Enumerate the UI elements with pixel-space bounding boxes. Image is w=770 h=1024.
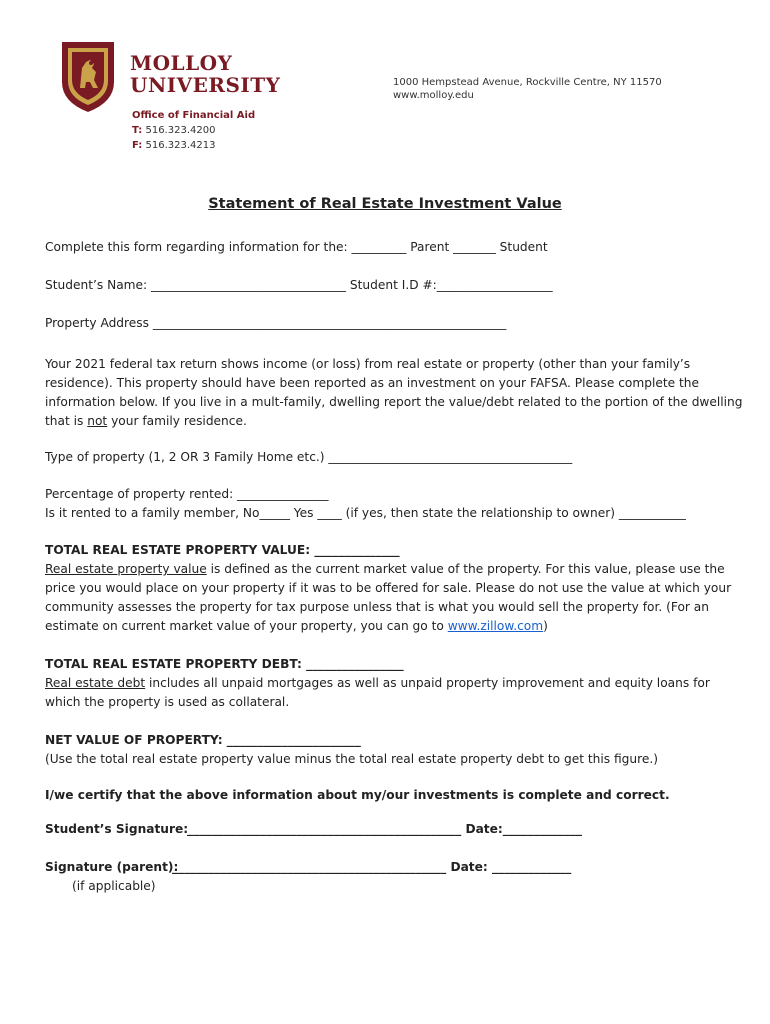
form-title: Statement of Real Estate Investment Value bbox=[208, 196, 562, 212]
total-value-heading[interactable]: TOTAL REAL ESTATE PROPERTY VALUE: ______________ bbox=[45, 543, 400, 557]
zillow-link[interactable]: www.zillow.com bbox=[447, 619, 544, 633]
phone-number: T: 516.323.4200 bbox=[132, 125, 216, 136]
percentage-rented-line[interactable]: Percentage of property rented: _______________ bbox=[45, 487, 329, 501]
certify-statement: I/we certify that the above information about my/our investments is complete and correct. bbox=[45, 788, 670, 802]
intro-paragraph: Your 2021 federal tax return shows income (or loss) from real estate or property (other than your family’s residence). This property should have been reported as an investment on your FAFSA. Please complete the information below. If you live in a mult-family, dwelling report the value/debt related to the portion of the dwelling that is not your family residence. bbox=[45, 357, 743, 428]
student-signature-label: Student’s Signature: bbox=[45, 822, 189, 836]
property-address-line[interactable]: Property Address __________________________________________________________ bbox=[45, 316, 507, 330]
total-debt-heading[interactable]: TOTAL REAL ESTATE PROPERTY DEBT: ________________ bbox=[45, 657, 404, 671]
website: www.molloy.edu bbox=[393, 90, 474, 101]
student-name-id-line[interactable]: Student’s Name: ________________________________ Student I.D #:___________________ bbox=[45, 278, 553, 292]
if-applicable-note: (if applicable) bbox=[72, 879, 156, 893]
student-signature-line[interactable]: _____________________________________________ Date:_____________ bbox=[187, 822, 582, 836]
university-shield-logo bbox=[60, 38, 116, 114]
university-address bbox=[393, 76, 662, 102]
debt-definition: Real estate debt includes all unpaid mortgages as well as unpaid property improvement and equity loans for which the property is used as collateral. bbox=[45, 676, 710, 709]
parent-signature-line[interactable]: _____________________________________________ Date: _____________ bbox=[172, 860, 572, 874]
net-value-note: (Use the total real estate property value minus the total real estate property debt to get this figure.) bbox=[45, 752, 658, 766]
university-name-line1: MOLLOY bbox=[130, 51, 233, 75]
type-of-property-line[interactable]: Type of property (1, 2 OR 3 Family Home etc.) ________________________________________ bbox=[45, 450, 573, 464]
parent-signature-label: Signature (parent): bbox=[45, 860, 179, 874]
university-name-line2: UNIVERSITY bbox=[130, 73, 281, 97]
office-name: Office of Financial Aid bbox=[132, 110, 256, 121]
street-address: 1000 Hempstead Avenue, Rockville Centre, NY 11570 bbox=[393, 77, 662, 88]
net-value-heading[interactable]: NET VALUE OF PROPERTY: ______________________ bbox=[45, 733, 361, 747]
university-name bbox=[130, 52, 280, 96]
fax-number: F: 516.323.4213 bbox=[132, 140, 216, 151]
value-definition: Real estate property value is defined as the current market value of the property. For this value, please use the price you would place on your property if it was to be offered for sale. Please do not use the value at which your community assesses the property for tax purpose unless that is what you would sell the property for. (For an estimate on current market value of your property, you can go to www.zillow.com) bbox=[45, 562, 732, 633]
complete-for-line[interactable]: Complete this form regarding information for the: _________ Parent _______ Student bbox=[45, 240, 548, 254]
rented-family-line[interactable]: Is it rented to a family member, No_____ Yes ____ (if yes, then state the relationship to owner) ___________ bbox=[45, 506, 686, 520]
